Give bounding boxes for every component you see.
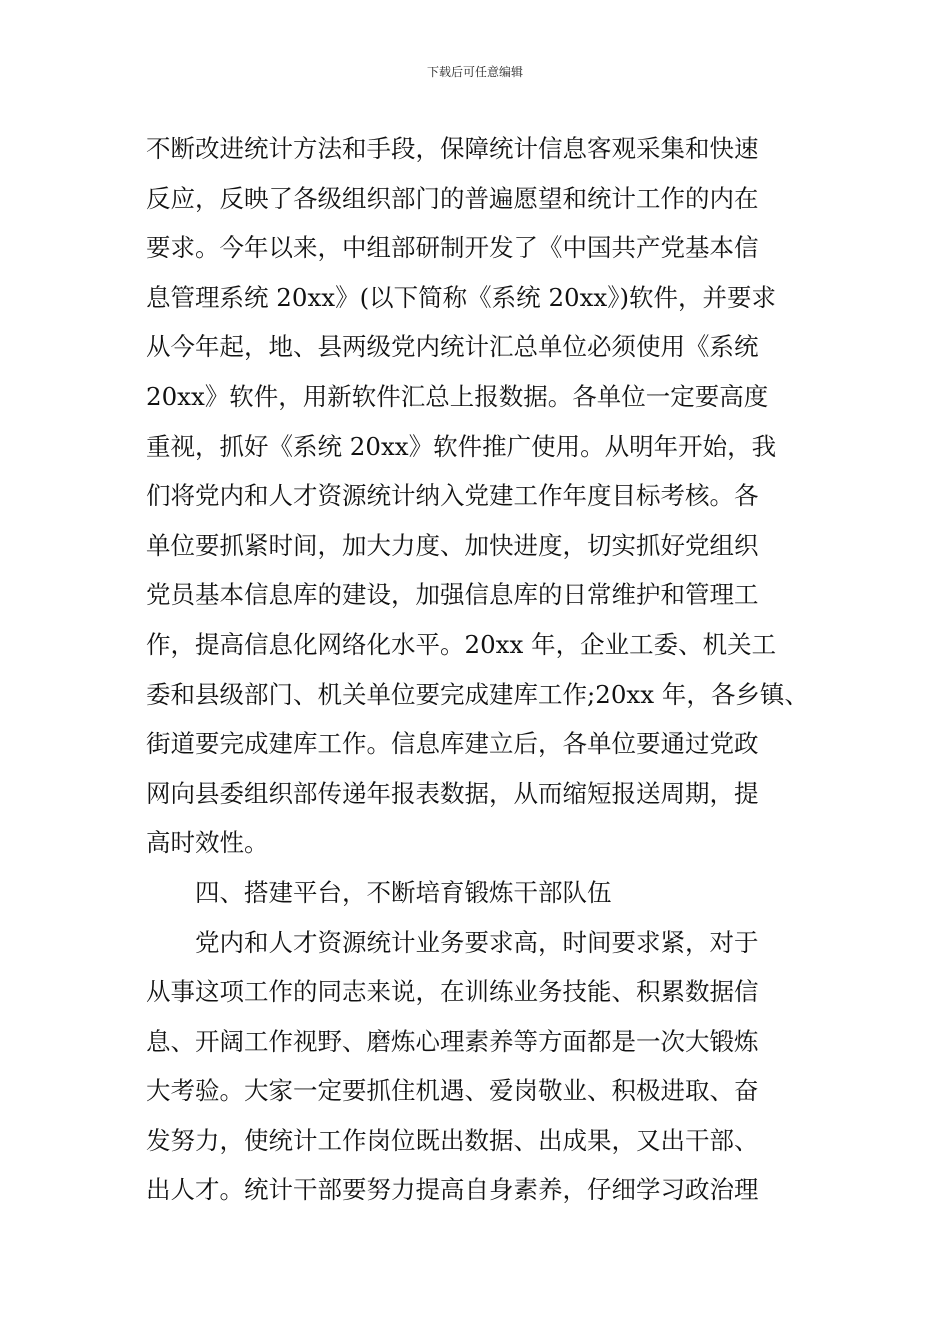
text-line: 党内和人才资源统计业务要求高，时间要求紧，对于 — [195, 927, 759, 957]
text-line: 息管理系统 20xx》(以下简称《系统 20xx》)软件，并要求 — [146, 282, 777, 312]
text-line: 反应，反映了各级组织部门的普遍愿望和统计工作的内在 — [146, 183, 759, 213]
document-body — [146, 124, 826, 1215]
text-line: 单位要抓紧时间，加大力度、加快进度，切实抓好党组织 — [146, 530, 759, 560]
text-line: 从事这项工作的同志来说，在训练业务技能、积累数据信 — [146, 977, 759, 1007]
text-line: 20xx》软件，用新软件汇总上报数据。各单位一定要高度 — [146, 381, 769, 411]
text-line: 从今年起，地、县两级党内统计汇总单位必须使用《系统 — [146, 332, 759, 362]
text-line: 息、开阔工作视野、磨炼心理素养等方面都是一次大锻炼 — [146, 1026, 759, 1056]
paragraph-1 — [146, 124, 826, 868]
text-line: 高时效性。 — [146, 828, 269, 858]
text-line: 委和县级部门、机关单位要完成建库工作;20xx 年，各乡镇、 — [146, 679, 809, 709]
text-line: 网向县委组织部传递年报表数据，从而缩短报送周期，提 — [146, 778, 759, 808]
text-line: 们将党内和人才资源统计纳入党建工作年度目标考核。各 — [146, 481, 759, 511]
text-line: 重视，抓好《系统 20xx》软件推广使用。从明年开始，我 — [146, 431, 777, 461]
text-line: 发努力，使统计工作岗位既出数据、出成果，又出干部、 — [146, 1125, 759, 1155]
text-line: 党员基本信息库的建设，加强信息库的日常维护和管理工 — [146, 580, 759, 610]
text-line: 作，提高信息化网络化水平。20xx 年，企业工委、机关工 — [146, 629, 777, 659]
page-header: 下载后可任意编辑 — [426, 65, 523, 79]
text-line: 大考验。大家一定要抓住机遇、爱岗敬业、积极进取、奋 — [146, 1076, 759, 1106]
text-line: 街道要完成建库工作。信息库建立后，各单位要通过党政 — [146, 729, 759, 759]
paragraph-2 — [146, 918, 826, 1216]
text-line: 要求。今年以来，中组部研制开发了《中国共产党基本信 — [146, 233, 759, 263]
text-line: 出人才。统计干部要努力提高自身素养，仔细学习政治理 — [146, 1175, 759, 1205]
text-line: 不断改进统计方法和手段，保障统计信息客观采集和快速 — [146, 134, 759, 163]
section-heading: 四、搭建平台，不断培育锻炼干部队伍 — [195, 877, 612, 907]
